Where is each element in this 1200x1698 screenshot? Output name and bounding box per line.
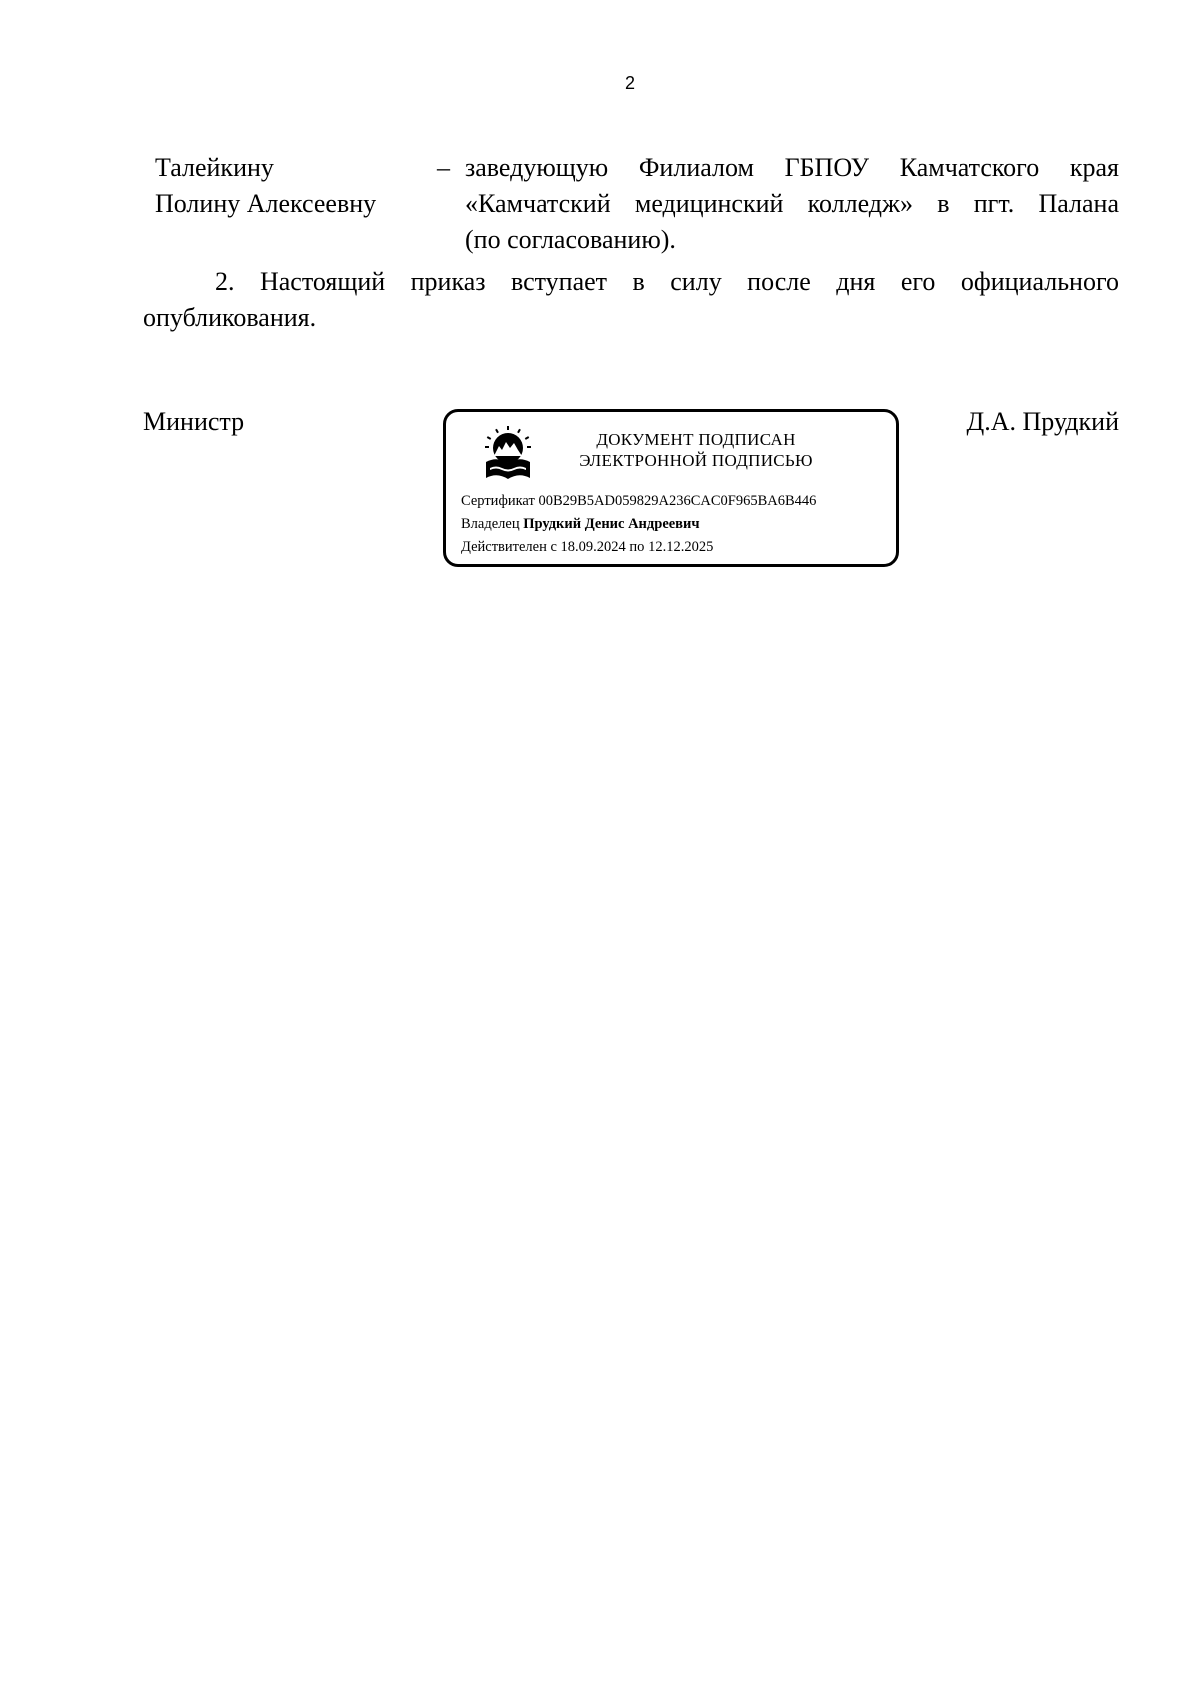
clause-2 <box>143 264 1119 336</box>
appointee-position-line2: «Камчатский медицинский колледж» в пгт. Палана <box>465 189 1119 218</box>
clause-2-line2: опубликования. <box>143 303 317 332</box>
stamp-owner-row <box>461 513 816 536</box>
appointee-name-line1: Талейкину <box>155 153 274 182</box>
appointee-dash: – <box>437 153 450 182</box>
stamp-heading-line1: ДОКУМЕНТ ПОДПИСАН <box>596 430 796 449</box>
stamp-valid-from-label: Действителен с <box>461 539 557 555</box>
appointee-position-line1: заведующую Филиалом ГБПОУ Камчатского края <box>465 153 1119 182</box>
stamp-valid-to-label: по <box>629 539 645 555</box>
page-number: 2 <box>624 73 635 93</box>
stamp-owner-value: Прудкий Денис Андреевич <box>523 516 700 532</box>
stamp-valid-to: 12.12.2025 <box>648 539 714 555</box>
appointee-name <box>155 150 376 222</box>
stamp-certificate-label: Сертификат <box>461 493 535 509</box>
stamp-details <box>461 490 816 559</box>
appointee-name-line2: Полину Алексеевну <box>155 189 377 218</box>
stamp-owner-label: Владелец <box>461 516 520 532</box>
stamp-valid-from: 18.09.2024 <box>560 539 626 555</box>
stamp-heading <box>546 429 846 471</box>
electronic-signature-stamp <box>443 409 899 567</box>
kamchatka-emblem-icon <box>482 426 534 482</box>
stamp-certificate-value: 00B29B5AD059829A236CAC0F965BA6B446 <box>538 493 817 509</box>
stamp-heading-line2: ЭЛЕКТРОННОЙ ПОДПИСЬЮ <box>579 451 813 470</box>
signatory-title: Министр <box>143 407 245 436</box>
appointee-position <box>465 150 1119 258</box>
appointee-position-line3: (по согласованию). <box>465 225 676 254</box>
signatory-name: Д.А. Прудкий <box>966 407 1119 436</box>
clause-2-line1: 2. Настоящий приказ вступает в силу после дня его официального <box>215 267 1119 296</box>
stamp-certificate-row <box>461 490 816 513</box>
stamp-validity-row <box>461 536 816 559</box>
